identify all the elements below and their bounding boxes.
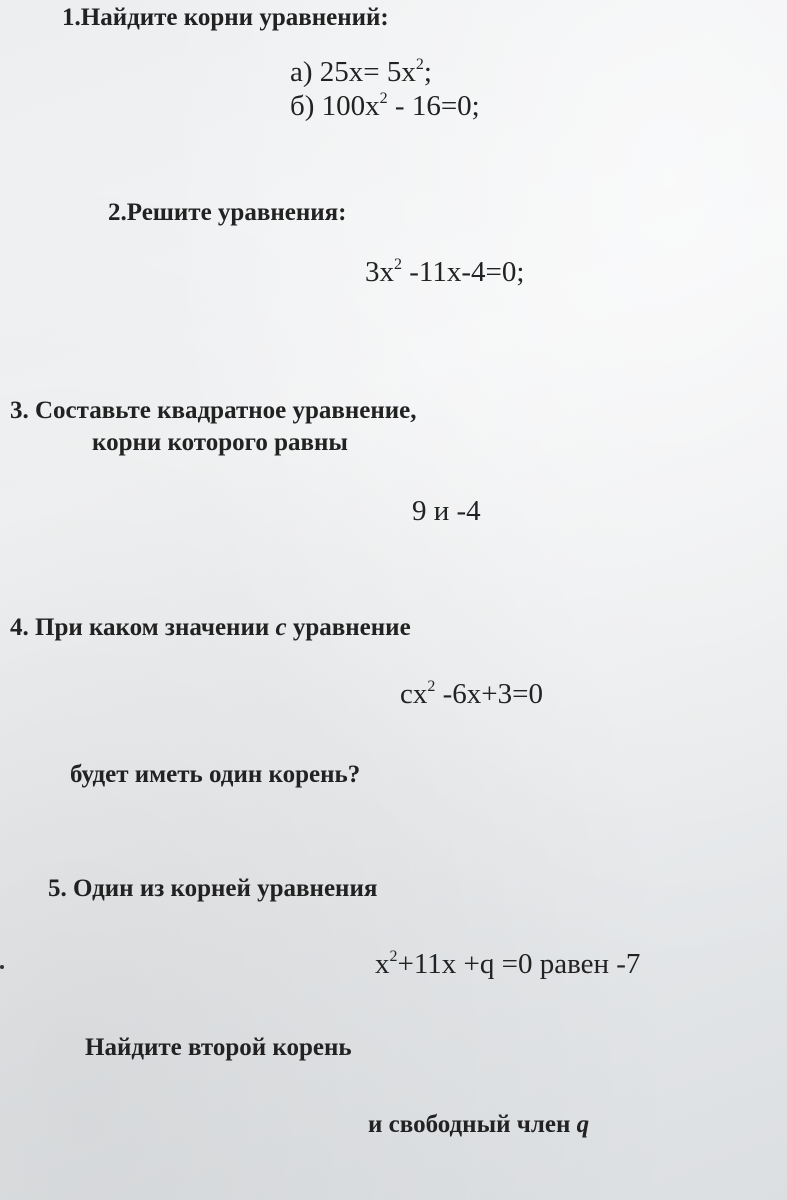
task3-heading-line2: корни которого равны bbox=[92, 429, 348, 456]
task5-eq-base: x bbox=[375, 948, 390, 980]
task4-heading-end: уравнение bbox=[286, 614, 411, 641]
task5-line2: Найдите второй корень bbox=[85, 1034, 352, 1061]
task1-heading: 1.Найдите корни уравнений: bbox=[62, 4, 389, 31]
task3-heading-line1: 3. Составьте квадратное уравнение, bbox=[10, 397, 417, 424]
task4-heading-start: 4. При каком значении bbox=[10, 614, 276, 641]
task2-equation bbox=[365, 258, 524, 287]
task1-b-tail: - 16=0; bbox=[387, 90, 480, 122]
task4-heading-variable: c bbox=[275, 614, 287, 641]
task1-a-tail: ; bbox=[423, 56, 432, 88]
task3-roots: 9 и -4 bbox=[412, 495, 481, 527]
task1-equation-a bbox=[290, 58, 432, 87]
task4-equation bbox=[400, 680, 543, 709]
task2-heading: 2.Решите уравнения: bbox=[108, 199, 347, 226]
task5-heading: 5. Один из корней уравнения bbox=[48, 875, 378, 902]
task5-equation bbox=[375, 950, 640, 979]
task2-eq-base: 3x bbox=[365, 256, 394, 288]
task1-a-exponent: 2 bbox=[415, 56, 424, 73]
task4-eq-base: cx bbox=[400, 678, 428, 710]
task1-b-exponent: 2 bbox=[379, 90, 388, 107]
task5-line3 bbox=[368, 1112, 589, 1137]
task5-line3-text: и свободный член bbox=[368, 1111, 577, 1138]
task4-eq-exponent: 2 bbox=[427, 678, 436, 695]
task4-eq-tail: -6x+3=0 bbox=[435, 678, 543, 710]
margin-dot bbox=[0, 965, 4, 969]
task5-eq-tail: +11x +q =0 равен -7 bbox=[397, 948, 641, 980]
task4-heading bbox=[10, 615, 411, 640]
task2-eq-exponent: 2 bbox=[394, 256, 402, 273]
task1-a-base: а) 25x= 5x bbox=[290, 56, 416, 88]
task5-line3-variable: q bbox=[576, 1111, 590, 1138]
task2-eq-tail: -11x-4=0; bbox=[402, 256, 525, 288]
task5-eq-exponent: 2 bbox=[389, 948, 398, 965]
task1-equation-b bbox=[290, 92, 480, 121]
task4-question: будет иметь один корень? bbox=[70, 761, 361, 788]
task1-b-base: б) 100x bbox=[290, 90, 380, 122]
